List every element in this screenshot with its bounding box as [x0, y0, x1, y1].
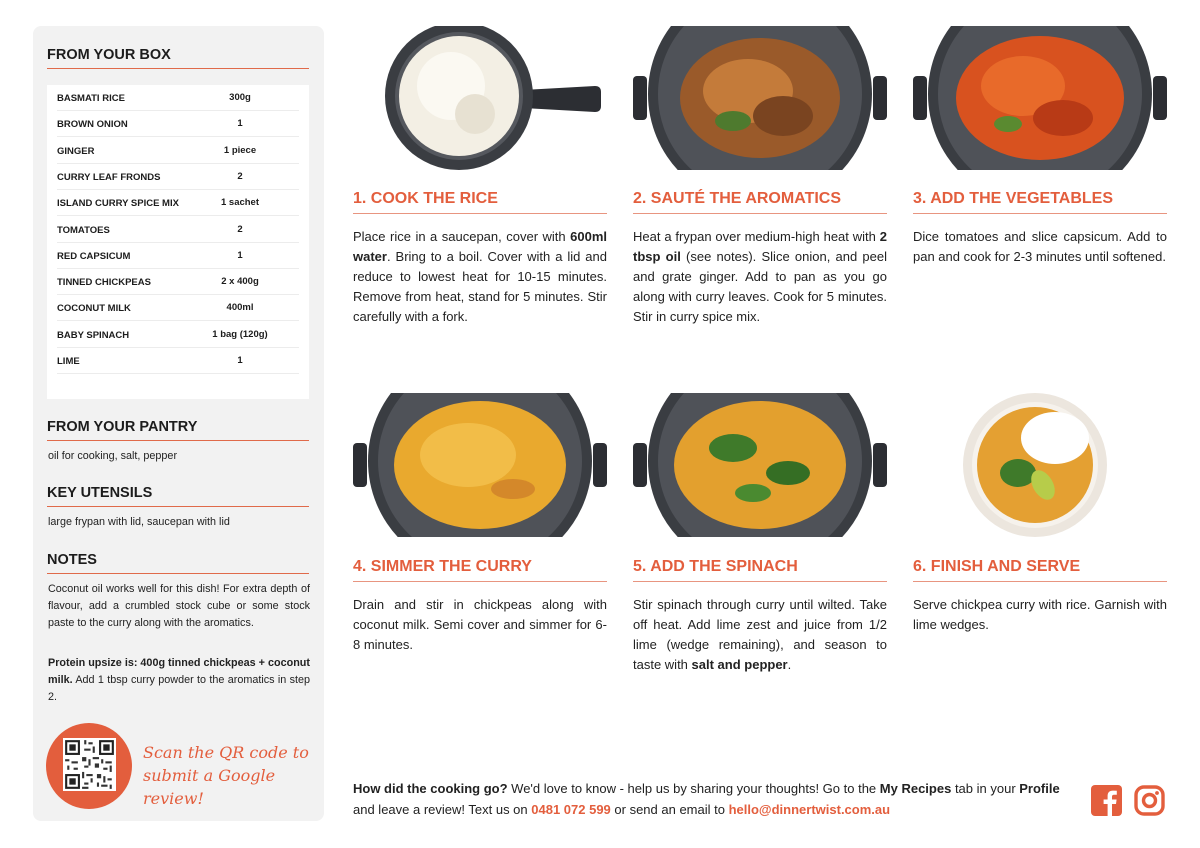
ingredient-name: LIME	[57, 356, 80, 367]
ingredient-name: RED CAPSICUM	[57, 250, 131, 262]
protein-upsize-rest: Add 1 tbsp curry powder to the aromatics in step 2.	[48, 674, 310, 703]
body-text: Stir spinach through curry until wilted. Take off heat. Add lime zest and juice from 1/2 lime (wedge remaining), and season to taste with	[633, 597, 887, 672]
step-4-title: 4. SIMMER THE CURRY	[353, 558, 607, 582]
qr-call-to-action	[143, 741, 318, 810]
ingredient-qty: 2	[237, 170, 243, 182]
ingredient-row	[57, 111, 299, 137]
emphasis-text: 600ml water	[353, 229, 607, 264]
email-link[interactable]: hello@dinnertwist.com.au	[728, 802, 891, 817]
ingredient-name: BABY SPINACH	[57, 329, 130, 341]
ingredient-name: TINNED CHICKPEAS	[57, 277, 151, 289]
body-text: (see notes). Slice onion, and peel and grate ginger. Add to pan as you go along with curry leaves. Cook for 5 minutes. Stir in curry spice mix.	[633, 249, 887, 324]
footer-text-2: tab in your	[951, 781, 1020, 796]
ingredient-qty: 300g	[229, 92, 251, 103]
utensils-heading: KEY UTENSILS	[47, 485, 309, 507]
footer-text-4: or send an email to	[610, 802, 729, 817]
instagram-icon[interactable]	[1134, 785, 1165, 816]
step-2-body	[633, 227, 887, 327]
ingredient-row	[57, 269, 299, 295]
protein-upsize-text: Protein upsize is: 400g tinned chickpeas + coconut milk.	[48, 657, 310, 686]
body-text: Place rice in a saucepan, cover with	[353, 229, 571, 244]
ingredient-qty: 1 bag (120g)	[212, 328, 268, 340]
ingredient-name: TOMATOES	[57, 224, 110, 236]
my-recipes-label: My Recipes	[879, 781, 952, 796]
ingredient-row	[57, 164, 299, 190]
ingredient-row	[57, 190, 299, 216]
step-1-title: 1. COOK THE RICE	[353, 190, 607, 214]
step-1-body	[353, 227, 607, 327]
ingredient-row	[57, 322, 299, 348]
step-2-photo	[633, 26, 887, 170]
ingredient-name: BROWN ONION	[57, 119, 128, 131]
ingredient-qty: 1 piece	[223, 144, 257, 156]
ingredient-qty: 1	[237, 355, 243, 366]
step-6-photo	[963, 393, 1107, 537]
ingredient-qty: 1	[237, 249, 243, 261]
ingredient-row	[57, 217, 299, 243]
phone-number[interactable]: 0481 072 599	[531, 802, 611, 817]
emphasis-text: salt and pepper	[691, 657, 788, 672]
utensils-text: large frypan with lid, saucepan with lid	[48, 516, 230, 528]
step-2-title: 2. SAUTÉ THE AROMATICS	[633, 190, 887, 214]
ingredient-name: ISLAND CURRY SPICE MIX	[57, 198, 179, 210]
step-3-photo	[913, 26, 1167, 170]
footer-question: How did the cooking go?	[353, 781, 508, 796]
ingredient-name: COCONUT MILK	[57, 303, 131, 315]
step-3-body	[913, 227, 1167, 267]
qr-cta-line-1: Scan the QR code to	[143, 743, 309, 762]
step-4-body	[353, 595, 607, 655]
step-1-photo	[385, 26, 605, 170]
emphasis-text: 2 tbsp oil	[633, 229, 887, 264]
qr-code-icon[interactable]	[63, 738, 116, 791]
body-text: Drain and stir in chickpeas along with coconut milk. Semi cover and simmer for 6-8 minutes.	[353, 597, 607, 652]
notes-paragraph-1: Coconut oil works well for this dish! For extra depth of flavour, add a crumbled stock cube or some stock paste to the curry along with the aromatics.	[48, 583, 310, 629]
footer-text-3: and leave a review! Text us on	[353, 802, 532, 817]
notes-paragraph-2	[48, 655, 310, 706]
body-text: Serve chickpea curry with rice. Garnish with lime wedges.	[913, 597, 1167, 632]
ingredient-row	[57, 138, 299, 164]
step-3-title: 3. ADD THE VEGETABLES	[913, 190, 1167, 214]
ingredient-qty: 1	[237, 118, 243, 130]
qr-cta-line-2: submit a Google review!	[143, 766, 276, 808]
body-text: Heat a frypan over medium-high heat with	[633, 229, 880, 244]
ingredient-name: CURRY LEAF FRONDS	[57, 171, 161, 183]
profile-label: Profile	[1019, 781, 1060, 796]
qr-badge	[46, 723, 132, 809]
from-your-box-heading: FROM YOUR BOX	[47, 47, 309, 69]
facebook-icon[interactable]	[1091, 785, 1122, 816]
ingredient-name: GINGER	[57, 145, 95, 157]
footer-text	[353, 778, 1073, 820]
step-5-photo	[633, 393, 887, 537]
ingredient-qty: 1 sachet	[220, 197, 260, 209]
ingredient-qty: 2 x 400g	[221, 276, 259, 288]
ingredient-row	[57, 348, 299, 374]
pantry-heading: FROM YOUR PANTRY	[47, 419, 309, 441]
step-5-body	[633, 595, 887, 675]
ingredient-qty: 400ml	[226, 302, 254, 314]
step-4-photo	[353, 393, 607, 537]
body-text: Dice tomatoes and slice capsicum. Add to pan and cook for 2-3 minutes until softened.	[913, 229, 1167, 264]
body-text: . Bring to a boil. Cover with a lid and reduce to lowest heat for 10-15 minutes. Remove from heat, stand for 5 minutes. Stir carefully with a fork.	[353, 249, 607, 324]
step-6-body	[913, 595, 1167, 635]
ingredient-row	[57, 295, 299, 321]
ingredients-table	[47, 85, 309, 399]
ingredient-name: BASMATI RICE	[57, 93, 125, 104]
notes-heading: NOTES	[47, 552, 309, 574]
step-6-title: 6. FINISH AND SERVE	[913, 558, 1167, 582]
footer-text-1: We'd love to know - help us by sharing your thoughts! Go to the	[507, 781, 880, 796]
ingredient-row	[57, 243, 299, 269]
ingredient-qty: 2	[237, 223, 243, 235]
body-text: .	[787, 657, 792, 672]
ingredient-row	[57, 85, 299, 111]
sidebar	[33, 26, 324, 821]
pantry-text: oil for cooking, salt, pepper	[48, 450, 178, 462]
step-5-title: 5. ADD THE SPINACH	[633, 558, 887, 582]
